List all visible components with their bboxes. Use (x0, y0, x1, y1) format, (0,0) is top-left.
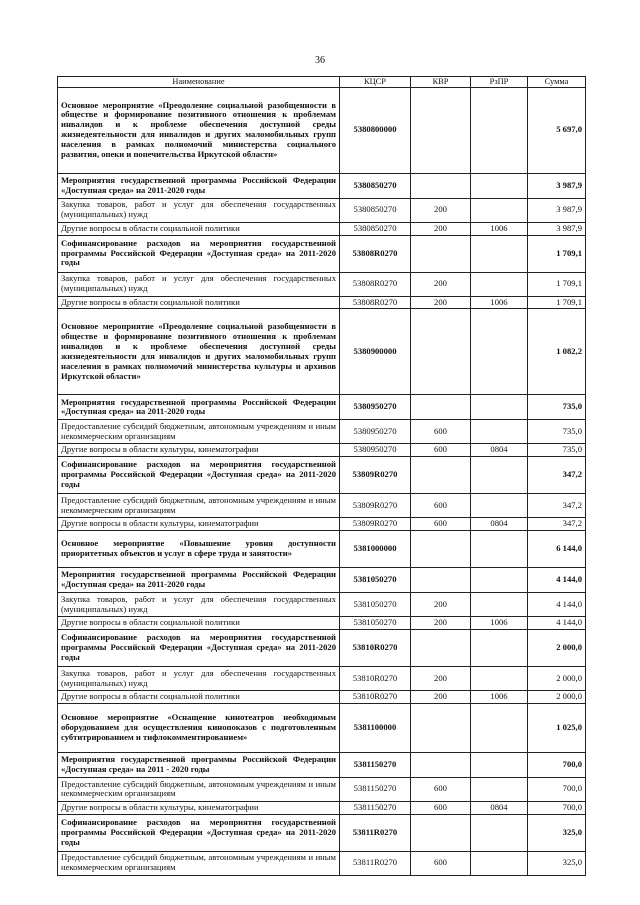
row-name-cell: Мероприятия государственной программы Российской Федерации «Доступная среда» на 2011-2020 годы (58, 173, 340, 198)
budget-table (57, 76, 586, 876)
row-rzpr-cell: 1006 (471, 296, 528, 309)
row-rzpr-cell (471, 703, 528, 752)
row-kvr-cell: 600 (411, 801, 471, 814)
row-sum-cell: 1 709,1 (528, 235, 586, 272)
row-kcsr-cell: 53811R0270 (340, 814, 411, 851)
row-rzpr-cell (471, 752, 528, 777)
table-row (58, 309, 586, 395)
row-kcsr-cell: 5380850270 (340, 173, 411, 198)
row-kcsr-cell: 53810R0270 (340, 630, 411, 667)
row-sum-cell: 3 987,9 (528, 222, 586, 235)
row-sum-cell: 700,0 (528, 752, 586, 777)
table-row (58, 420, 586, 444)
table-row (58, 691, 586, 704)
table-row (58, 851, 586, 875)
row-sum-cell: 700,0 (528, 801, 586, 814)
table-row (58, 518, 586, 531)
row-kvr-cell: 200 (411, 617, 471, 630)
row-kvr-cell (411, 309, 471, 395)
row-kcsr-cell: 5381050270 (340, 568, 411, 593)
row-sum-cell: 347,2 (528, 494, 586, 518)
row-rzpr-cell (471, 777, 528, 801)
row-name-cell: Основное мероприятие «Повышение уровня доступности приоритетных объектов и услуг в сфере труда и занятости» (58, 531, 340, 568)
row-kcsr-cell: 5381050270 (340, 617, 411, 630)
row-rzpr-cell: 0804 (471, 801, 528, 814)
row-kcsr-cell: 5381000000 (340, 531, 411, 568)
row-kvr-cell (411, 752, 471, 777)
table-row (58, 444, 586, 457)
row-rzpr-cell (471, 851, 528, 875)
row-kcsr-cell: 5381150270 (340, 801, 411, 814)
table-row (58, 457, 586, 494)
row-sum-cell: 735,0 (528, 395, 586, 420)
table-row (58, 272, 586, 296)
row-sum-cell: 1 709,1 (528, 272, 586, 296)
row-kvr-cell: 200 (411, 222, 471, 235)
row-name-cell: Софинансирование расходов на мероприятия государственной программы Российской Федерации «Доступная среда» на 2011-2020 годы (58, 235, 340, 272)
row-rzpr-cell: 1006 (471, 691, 528, 704)
row-name-cell: Мероприятия государственной программы Российской Федерации «Доступная среда» на 2011-2020 годы (58, 395, 340, 420)
table-row (58, 494, 586, 518)
row-kvr-cell (411, 568, 471, 593)
row-rzpr-cell (471, 457, 528, 494)
table-row (58, 173, 586, 198)
row-kcsr-cell: 5380850270 (340, 198, 411, 222)
row-rzpr-cell (471, 198, 528, 222)
table-row (58, 617, 586, 630)
row-kcsr-cell: 53809R0270 (340, 457, 411, 494)
table-row (58, 395, 586, 420)
row-kcsr-cell: 5380850270 (340, 222, 411, 235)
row-rzpr-cell (471, 309, 528, 395)
row-kvr-cell: 600 (411, 494, 471, 518)
row-name-cell: Закупка товаров, работ и услуг для обеспечения государственных (муниципальных) нужд (58, 272, 340, 296)
row-kcsr-cell: 53809R0270 (340, 518, 411, 531)
row-kcsr-cell: 5381150270 (340, 752, 411, 777)
row-name-cell: Другие вопросы в области социальной политики (58, 691, 340, 704)
row-sum-cell: 3 987,9 (528, 198, 586, 222)
row-rzpr-cell (471, 593, 528, 617)
table-row (58, 235, 586, 272)
page-number: 36 (315, 55, 325, 66)
row-name-cell: Закупка товаров, работ и услуг для обеспечения государственных (муниципальных) нужд (58, 593, 340, 617)
row-name-cell: Другие вопросы в области культуры, кинематографии (58, 801, 340, 814)
row-kvr-cell (411, 395, 471, 420)
table-row (58, 667, 586, 691)
row-kcsr-cell: 53810R0270 (340, 691, 411, 704)
row-rzpr-cell (471, 814, 528, 851)
row-sum-cell: 1 082,2 (528, 309, 586, 395)
row-name-cell: Предоставление субсидий бюджетным, автономным учреждениям и иным некоммерческим организациям (58, 851, 340, 875)
table-row (58, 630, 586, 667)
table-row (58, 801, 586, 814)
table-row (58, 752, 586, 777)
row-name-cell: Закупка товаров, работ и услуг для обеспечения государственных (муниципальных) нужд (58, 198, 340, 222)
header-kvr: КВР (411, 77, 471, 88)
row-rzpr-cell (471, 235, 528, 272)
row-kvr-cell: 600 (411, 851, 471, 875)
row-name-cell: Другие вопросы в области культуры, кинематографии (58, 518, 340, 531)
row-sum-cell: 1 709,1 (528, 296, 586, 309)
row-sum-cell: 1 025,0 (528, 703, 586, 752)
row-sum-cell: 325,0 (528, 851, 586, 875)
row-name-cell: Софинансирование расходов на мероприятия государственной программы Российской Федерации «Доступная среда» на 2011-2020 годы (58, 630, 340, 667)
row-kcsr-cell: 53810R0270 (340, 667, 411, 691)
header-sum: Сумма (528, 77, 586, 88)
row-kcsr-cell: 5380950270 (340, 395, 411, 420)
row-kcsr-cell: 53809R0270 (340, 494, 411, 518)
row-kvr-cell: 200 (411, 198, 471, 222)
row-name-cell: Другие вопросы в области социальной политики (58, 222, 340, 235)
table-body (58, 87, 586, 875)
row-kcsr-cell: 5380900000 (340, 309, 411, 395)
row-name-cell: Другие вопросы в области социальной политики (58, 296, 340, 309)
row-name-cell: Мероприятия государственной программы Российской Федерации «Доступная среда» на 2011 - 2020 годы (58, 752, 340, 777)
row-kvr-cell: 200 (411, 296, 471, 309)
row-name-cell: Закупка товаров, работ и услуг для обеспечения государственных (муниципальных) нужд (58, 667, 340, 691)
row-sum-cell: 6 144,0 (528, 531, 586, 568)
row-name-cell: Софинансирование расходов на мероприятия государственной программы Российской Федерации «Доступная среда» на 2011-2020 годы (58, 457, 340, 494)
table-row (58, 703, 586, 752)
row-kcsr-cell: 53808R0270 (340, 272, 411, 296)
row-rzpr-cell (471, 494, 528, 518)
row-name-cell: Основное мероприятие «Оснащение кинотеатров необходимым оборудованием для осуществления кинопоказов с подготовленным субтитрированием и тифлокомментированием» (58, 703, 340, 752)
row-kvr-cell (411, 87, 471, 173)
table-row (58, 87, 586, 173)
row-sum-cell: 735,0 (528, 444, 586, 457)
row-rzpr-cell: 1006 (471, 617, 528, 630)
row-name-cell: Основное мероприятие «Преодоление социальной разобщенности в обществе и формирование позитивного отношения к проблемам инвалидов и к проблеме обеспечения доступной среды жизнедеятельности для инвалидов и других маломобильных групп населения в рамках полномочий министерства социального развития, опеки и попечительства Иркутской области» (58, 87, 340, 173)
row-kvr-cell (411, 814, 471, 851)
row-kcsr-cell: 5381050270 (340, 593, 411, 617)
row-kvr-cell: 600 (411, 444, 471, 457)
row-rzpr-cell (471, 420, 528, 444)
row-kcsr-cell: 53808R0270 (340, 235, 411, 272)
row-kvr-cell: 600 (411, 518, 471, 531)
row-rzpr-cell (471, 272, 528, 296)
row-rzpr-cell (471, 395, 528, 420)
row-kvr-cell: 200 (411, 667, 471, 691)
row-kvr-cell (411, 703, 471, 752)
header-rzpr: РзПР (471, 77, 528, 88)
row-name-cell: Другие вопросы в области культуры, кинематографии (58, 444, 340, 457)
header-kcsr: КЦСР (340, 77, 411, 88)
table-row (58, 593, 586, 617)
row-kvr-cell: 600 (411, 777, 471, 801)
row-kcsr-cell: 5381150270 (340, 777, 411, 801)
row-sum-cell: 3 987,9 (528, 173, 586, 198)
row-rzpr-cell: 0804 (471, 518, 528, 531)
row-sum-cell: 4 144,0 (528, 617, 586, 630)
table-row (58, 296, 586, 309)
row-sum-cell: 5 697,0 (528, 87, 586, 173)
row-sum-cell: 2 000,0 (528, 667, 586, 691)
row-kcsr-cell: 5380950270 (340, 420, 411, 444)
row-kcsr-cell: 5381100000 (340, 703, 411, 752)
row-sum-cell: 347,2 (528, 518, 586, 531)
row-kvr-cell (411, 531, 471, 568)
row-sum-cell: 325,0 (528, 814, 586, 851)
table-row (58, 568, 586, 593)
row-sum-cell: 700,0 (528, 777, 586, 801)
header-name: Наименование (58, 77, 340, 88)
row-kcsr-cell: 53811R0270 (340, 851, 411, 875)
row-name-cell: Другие вопросы в области социальной политики (58, 617, 340, 630)
row-sum-cell: 4 144,0 (528, 568, 586, 593)
table-row (58, 814, 586, 851)
row-rzpr-cell (471, 630, 528, 667)
row-kvr-cell (411, 235, 471, 272)
row-sum-cell: 347,2 (528, 457, 586, 494)
table-row (58, 531, 586, 568)
row-name-cell: Основное мероприятие «Преодоление социальной разобщенности в обществе и формирование позитивного отношения к проблемам инвалидов и к проблеме обеспечения доступной среды жизнедеятельности для инвалидов и других маломобильных групп населения в рамках полномочий министерства культуры и архивов Иркутской области» (58, 309, 340, 395)
row-name-cell: Предоставление субсидий бюджетным, автономным учреждениям и иным некоммерческим организациям (58, 420, 340, 444)
row-kvr-cell: 200 (411, 272, 471, 296)
row-rzpr-cell: 1006 (471, 222, 528, 235)
row-kcsr-cell: 5380950270 (340, 444, 411, 457)
row-name-cell: Предоставление субсидий бюджетным, автономным учреждениям и иным некоммерческим организациям (58, 494, 340, 518)
row-rzpr-cell (471, 568, 528, 593)
table-row (58, 222, 586, 235)
row-kvr-cell (411, 173, 471, 198)
row-kvr-cell (411, 457, 471, 494)
row-sum-cell: 2 000,0 (528, 691, 586, 704)
row-rzpr-cell (471, 667, 528, 691)
row-kvr-cell: 600 (411, 420, 471, 444)
row-name-cell: Мероприятия государственной программы Российской Федерации «Доступная среда» на 2011-2020 годы (58, 568, 340, 593)
row-rzpr-cell: 0804 (471, 444, 528, 457)
row-kvr-cell: 200 (411, 691, 471, 704)
row-sum-cell: 735,0 (528, 420, 586, 444)
row-name-cell: Софинансирование расходов на мероприятия государственной программы Российской Федерации «Доступная среда» на 2011-2020 годы (58, 814, 340, 851)
table-header-row (58, 77, 586, 88)
row-rzpr-cell (471, 531, 528, 568)
table-row (58, 198, 586, 222)
row-sum-cell: 2 000,0 (528, 630, 586, 667)
row-rzpr-cell (471, 173, 528, 198)
row-name-cell: Предоставление субсидий бюджетным, автономным учреждениям и иным некоммерческим организациям (58, 777, 340, 801)
row-rzpr-cell (471, 87, 528, 173)
row-kvr-cell (411, 630, 471, 667)
row-kcsr-cell: 53808R0270 (340, 296, 411, 309)
table-row (58, 777, 586, 801)
row-kcsr-cell: 5380800000 (340, 87, 411, 173)
row-kvr-cell: 200 (411, 593, 471, 617)
row-sum-cell: 4 144,0 (528, 593, 586, 617)
